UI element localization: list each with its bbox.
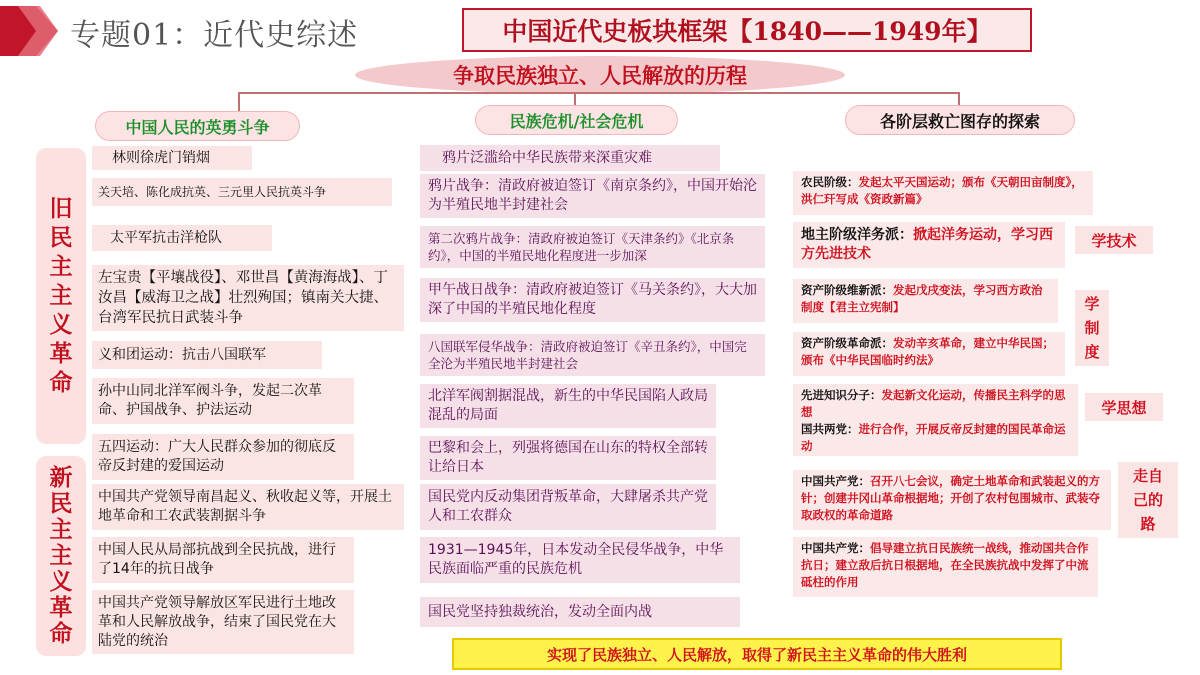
exploration-reformists (793, 279, 1058, 323)
struggle-item: 关天培、陈化成抗英、三元里人民抗英斗争 (92, 178, 392, 206)
struggle-item: 中国共产党领导解放区军民进行土地改革和人民解放战争，结束了国民党在大陆党的统治 (92, 590, 354, 654)
page-title: 中国近代史板块框架【1840——1949年】 (462, 8, 1032, 52)
crisis-item: 甲午战日战争：清政府被迫签订《马关条约》，大大加深了中国的半殖民地化程度 (420, 278, 765, 322)
tag-char: 度 (1084, 343, 1100, 361)
connector-horizontal (238, 92, 960, 94)
struggle-item: 林则徐虎门销烟 (92, 146, 252, 170)
class-action: 倡导建立抗日民族统一战线，推动国共合作抗日；建立敌后抗日根据地，在全民族抗战中发挥了中流砥柱的作用 (801, 541, 1089, 589)
era-new-char: 新 (49, 465, 73, 491)
tag-learn-system (1075, 290, 1109, 366)
class-action: 发起戊戌变法，学习西方政治制度【君主立宪制】 (801, 283, 1043, 314)
era-new-char: 民 (49, 491, 73, 517)
struggle-item: 左宝贵【平壤战役】、邓世昌【黄海海战】、丁汝昌【威海卫之战】壮烈殉国；镇南关大捷、台湾军民抗日武装斗争 (92, 265, 404, 331)
era-old-char: 命 (49, 369, 73, 396)
era-new-char: 命 (49, 621, 73, 647)
exploration-revolutionaries (793, 332, 1065, 376)
topic-title: 专题01：近代史综述 (70, 18, 359, 53)
crisis-item: 鸦片泛滥给中华民族带来深重灾难 (420, 145, 720, 171)
connector-middle (574, 92, 576, 106)
class-label: 资产阶级维新派： (801, 283, 893, 297)
crisis-item: 北洋军阀割据混战，新生的中华民国陷人政局混乱的局面 (420, 384, 716, 428)
class-action: 发起太平天国运动；颁布《天朝田亩制度》，洪仁玕写成《资政新篇》 (801, 175, 1083, 206)
era-old-democratic-revolution (36, 148, 86, 444)
era-old-char: 义 (49, 311, 73, 338)
era-new-char: 主 (49, 543, 73, 569)
crisis-item: 八国联军侵华战争：清政府被迫签订《辛丑条约》，中国完全沦为半殖民地半封建社会 (420, 334, 765, 376)
tag-char: 路 (1140, 515, 1156, 533)
class-label: 农民阶级： (801, 175, 859, 189)
tag-char: 走自 (1132, 467, 1163, 485)
era-new-char: 主 (49, 517, 73, 543)
crisis-item: 国民党坚持独裁统治，发动全面内战 (420, 597, 740, 627)
tag-char: 制 (1084, 319, 1100, 337)
exploration-ccp-anti-japanese (793, 537, 1098, 597)
crisis-item: 鸦片战争：清政府被迫签订《南京条约》，中国开始沦为半殖民地半封建社会 (420, 174, 765, 218)
crisis-item: 国民党内反动集团背叛革命，大肆屠杀共产党人和工农群众 (420, 484, 716, 530)
tag-char: 学 (1084, 295, 1100, 313)
era-new-char: 义 (49, 569, 73, 595)
era-new-char: 革 (49, 595, 73, 621)
era-old-char: 革 (49, 340, 73, 367)
tag-char: 己的 (1132, 491, 1163, 509)
category-exploration: 各阶层救亡图存的探索 (845, 105, 1075, 135)
struggle-item: 中国人民从局部抗战到全民抗战，进行了14年的抗日战争 (92, 537, 354, 583)
class-label: 先进知识分子： (801, 388, 882, 402)
exploration-peasant (793, 171, 1093, 215)
class-action: 召开八七会议，确定土地革命和武装起义的方针；创建井冈山革命根据地；开创了农村包围城市、武装夺取政权的革命道路 (801, 474, 1100, 522)
class-action: 进行合作，开展反帝反封建的国民革命运动 (801, 422, 1066, 453)
struggle-item: 孙中山同北洋军阀斗争，发起二次革命、护国战争、护法运动 (92, 378, 354, 424)
tag-own-road (1118, 462, 1178, 538)
class-label: 地主阶级洋务派： (801, 227, 913, 243)
exploration-intellectuals (793, 384, 1078, 456)
class-label: 中国共产党： (801, 474, 870, 488)
crisis-item: 巴黎和会上，列强将德国在山东的特权全部转让给日本 (420, 436, 716, 480)
page-subtitle: 争取民族独立、人民解放的历程 (355, 56, 845, 94)
crisis-item: 1931—1945年，日本发动全民侵华战争，中华民族面临严重的民族危机 (420, 537, 740, 583)
era-old-char: 旧 (49, 195, 73, 222)
class-label: 资产阶级革命派： (801, 336, 893, 350)
class-label: 国共两党： (801, 422, 859, 436)
era-old-char: 主 (49, 282, 73, 309)
struggle-item: 义和团运动：抗击八国联军 (92, 341, 322, 369)
connector-right (958, 92, 960, 106)
crisis-item: 第二次鸦片战争：清政府被迫签订《天津条约》《北京条约》，中国的半殖民地化程度进一步加深 (420, 226, 765, 268)
class-action: 发动辛亥革命，建立中华民国；颁布《中华民国临时约法》 (801, 336, 1054, 367)
exploration-westernization (793, 222, 1065, 268)
tag-learn-technology: 学技术 (1075, 226, 1153, 254)
class-label: 中国共产党： (801, 541, 870, 555)
struggle-item: 太平军抗击洋枪队 (92, 225, 272, 251)
era-old-char: 主 (49, 253, 73, 280)
exploration-ccp-land-revolution (793, 470, 1111, 530)
class-action: 发起新文化运动，传播民主科学的思想 (801, 388, 1066, 419)
struggle-item: 五四运动：广大人民群众参加的彻底反帝反封建的爱国运动 (92, 434, 354, 480)
era-old-char: 民 (49, 224, 73, 251)
class-action: 掀起洋务运动，学习西方先进技术 (801, 227, 1053, 262)
tag-learn-thought: 学思想 (1085, 393, 1163, 421)
category-struggle: 中国人民的英勇斗争 (95, 111, 300, 141)
era-new-democratic-revolution (36, 456, 86, 656)
victory-banner: 实现了民族独立、人民解放，取得了新民主主义革命的伟大胜利 (452, 638, 1062, 670)
struggle-item: 中国共产党领导南昌起义、秋收起义等，开展土地革命和工农武装割据斗争 (92, 484, 404, 530)
category-crisis: 民族危机/社会危机 (475, 105, 678, 135)
